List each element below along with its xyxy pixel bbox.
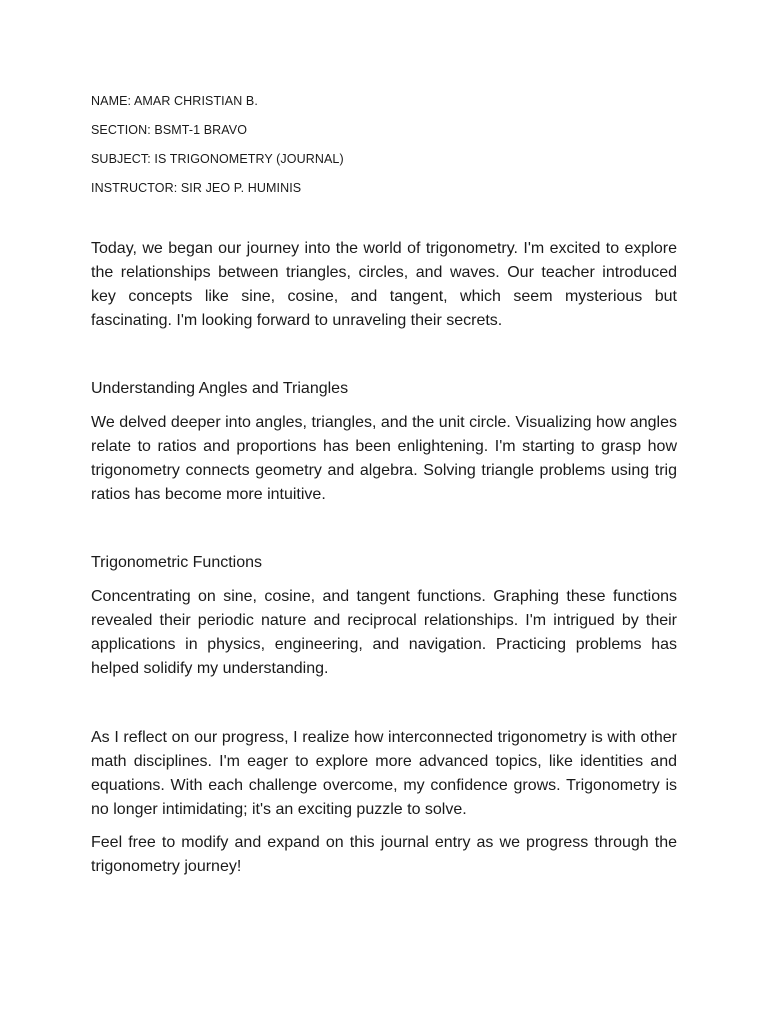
- section-heading-functions: Trigonometric Functions: [91, 554, 263, 571]
- student-section: SECTION: BSMT-1 BRAVO: [91, 123, 248, 137]
- instructor-line: INSTRUCTOR: SIR JEO P. HUMINIS: [91, 181, 302, 195]
- intro-paragraph: Today, we began our journey into the world of trigonometry. I'm excited to explore the relationships between triangles, circles, and waves. Our teacher introduced key concepts like sine, cosine, and tangent, which seem mysterious but fascinating. I'm looking forward to unraveling their secrets.: [91, 240, 677, 329]
- section-body-angles: We delved deeper into angles, triangles, and the unit circle. Visualizing how angles relate to ratios and proportions has been enlightening. I'm starting to grasp how trigonometry connects geometry and algebra. Solving triangle problems using trig ratios has become more intuitive.: [91, 414, 677, 503]
- subject-line: SUBJECT: IS TRIGONOMETRY (JOURNAL): [91, 152, 344, 166]
- student-name: NAME: AMAR CHRISTIAN B.: [91, 94, 258, 108]
- reflection-paragraph: As I reflect on our progress, I realize how interconnected trigonometry is with other math disciplines. I'm eager to explore more advanced topics, like identities and equations. With each challenge overcome, my confidence grows. Trigonometry is no longer intimidating; it's an exciting puzzle to solve.: [91, 729, 677, 818]
- closing-paragraph: Feel free to modify and expand on this journal entry as we progress through the trigonometry journey!: [91, 834, 677, 875]
- section-heading-angles: Understanding Angles and Triangles: [91, 380, 349, 397]
- section-body-functions: Concentrating on sine, cosine, and tangent functions. Graphing these functions revealed their periodic nature and reciprocal relationships. I'm intrigued by their applications in physics, engineering, and navigation. Practicing problems has helped solidify my understanding.: [91, 588, 677, 677]
